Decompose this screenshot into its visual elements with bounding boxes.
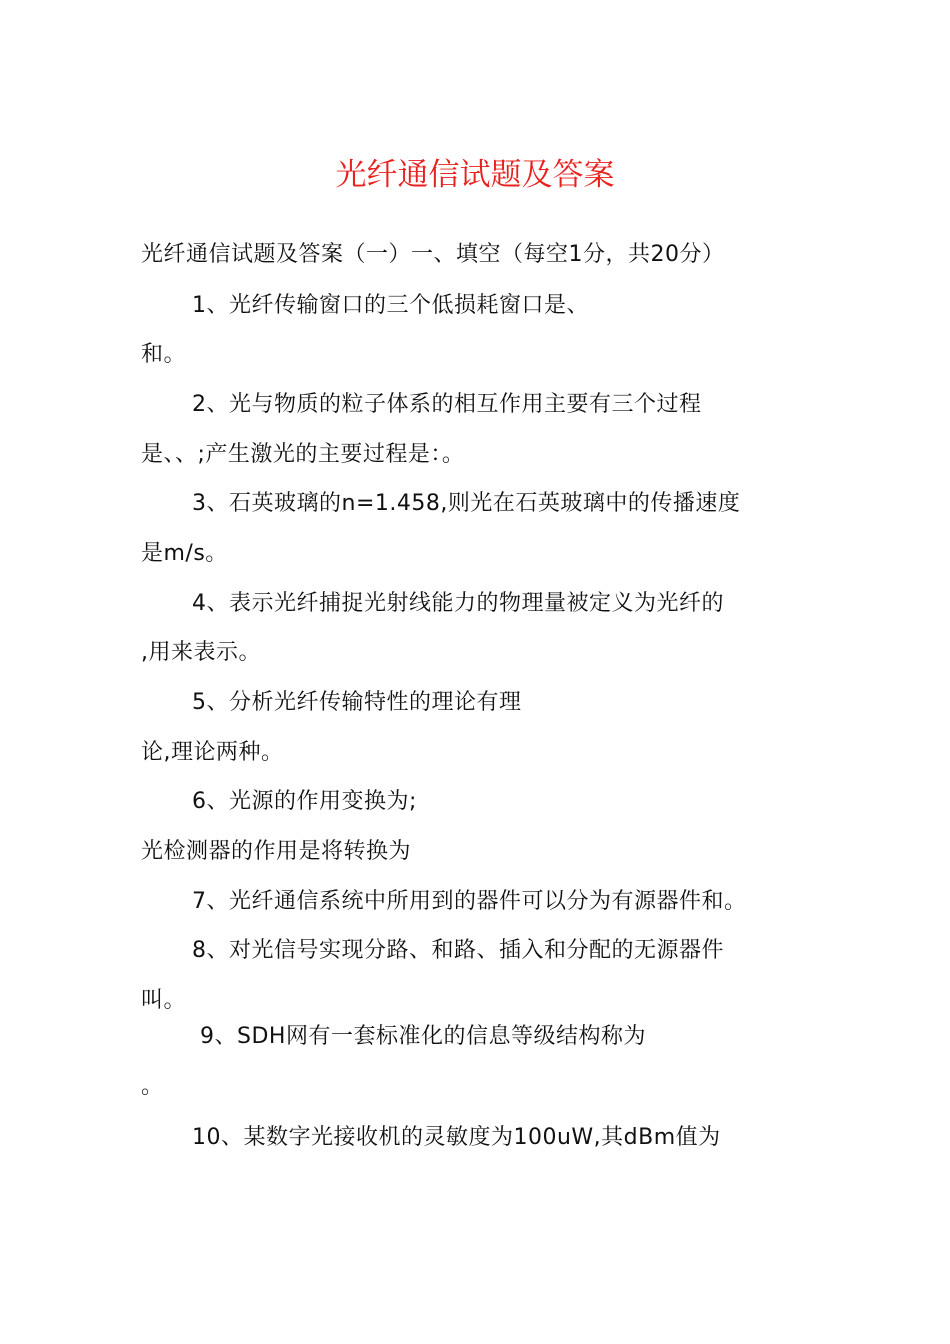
- question-2-cont: 是、、;产生激光的主要过程是：。: [141, 442, 465, 467]
- question-1-cont: 和。: [141, 342, 187, 367]
- question-8-cont: 叫。: [141, 988, 187, 1013]
- question-4: 4、表示光纤捕捉光射线能力的物理量被定义为光纤的: [192, 591, 724, 616]
- question-5: 5、分析光纤传输特性的理论有理: [192, 690, 522, 715]
- question-5-cont: 论,理论两种。: [141, 740, 284, 765]
- question-9: 9、SDH网有一套标准化的信息等级结构称为: [200, 1024, 646, 1049]
- question-10: 10、某数字光接收机的灵敏度为100uW,其dBm值为: [192, 1125, 721, 1150]
- question-8: 8、对光信号实现分路、和路、插入和分配的无源器件: [192, 938, 724, 963]
- question-4-cont: ,用来表示。: [141, 640, 261, 665]
- question-6-cont: 光检测器的作用是将转换为: [141, 839, 412, 864]
- question-1: 1、光纤传输窗口的三个低损耗窗口是、: [192, 293, 589, 318]
- document-title: 光纤通信试题及答案: [335, 157, 615, 193]
- question-6: 6、光源的作用变换为;: [192, 789, 417, 814]
- section-heading: 光纤通信试题及答案（一）一、填空（每空1分，共20分）: [141, 242, 725, 267]
- question-9-cont: 。: [141, 1074, 164, 1099]
- question-3-cont: 是m/s。: [141, 541, 228, 566]
- question-7: 7、光纤通信系统中所用到的器件可以分为有源器件和。: [192, 889, 747, 914]
- question-2: 2、光与物质的粒子体系的相互作用主要有三个过程: [192, 392, 702, 417]
- question-3: 3、石英玻璃的n=1.458,则光在石英玻璃中的传播速度: [192, 491, 741, 516]
